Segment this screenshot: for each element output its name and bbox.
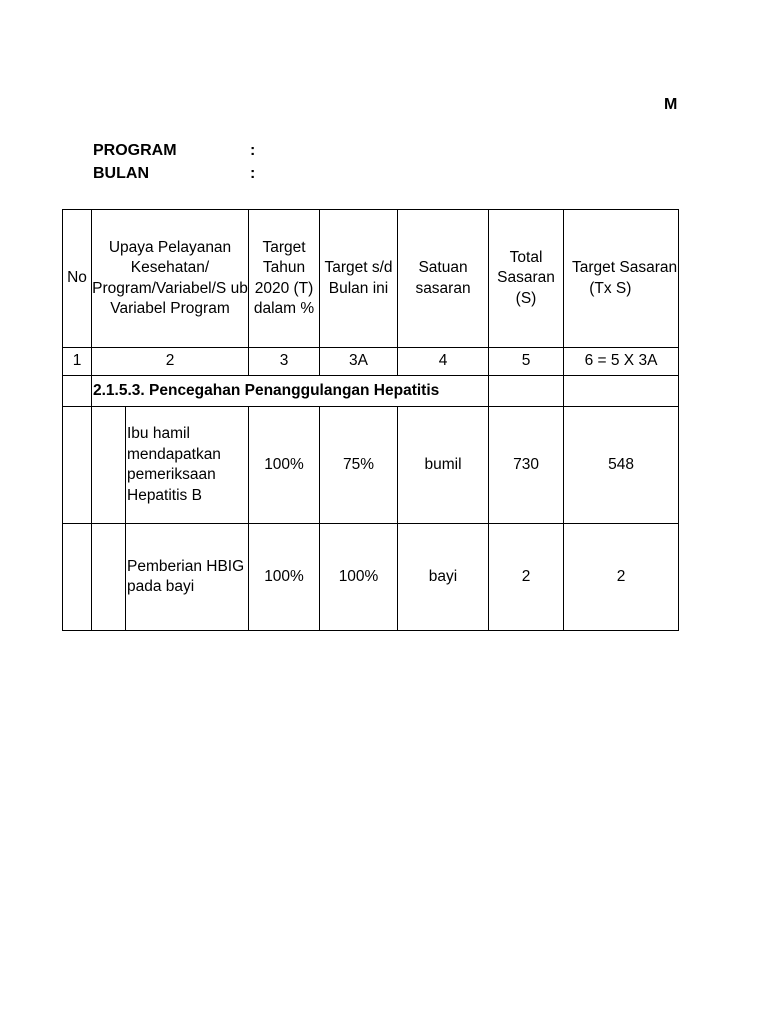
program-value: : [250,142,256,159]
row-total: 730 [489,407,564,524]
row-no-cell [63,407,92,524]
header-satuan: Satuan sasaran [398,210,489,348]
column-number-row [63,348,679,376]
col-number: 2 [92,348,249,376]
section-empty-cell [489,376,564,407]
section-no-cell [63,376,92,407]
row-indent-cell [92,524,126,631]
col-number: 1 [63,348,92,376]
row-label: Ibu hamil mendapatkan pemeriksaan Hepatitis B [126,407,249,524]
row-target-bulan: 75% [320,407,398,524]
section-title: 2.1.5.3. Pencegahan Penanggulangan Hepatitis [92,376,489,407]
header-total: Total Sasaran (S) [489,210,564,348]
bulan-label: BULAN [93,165,149,182]
program-line [93,142,255,160]
row-satuan: bumil [398,407,489,524]
row-target-sasaran: 548 [564,407,679,524]
row-indent-cell [92,407,126,524]
row-target-tahun: 100% [249,524,320,631]
header-target-bulan: Target s/d Bulan ini [320,210,398,348]
table-row [63,524,679,631]
header-row [63,210,679,348]
row-no-cell [63,524,92,631]
program-label: PROGRAM [93,142,177,159]
bulan-value: : [250,165,256,182]
row-total: 2 [489,524,564,631]
target-table [62,209,679,631]
corner-letter: M [664,96,678,113]
col-number: 4 [398,348,489,376]
row-label: Pemberian HBIG pada bayi [126,524,249,631]
col-number: 5 [489,348,564,376]
row-target-sasaran: 2 [564,524,679,631]
header-no: No [63,210,92,348]
row-target-tahun: 100% [249,407,320,524]
col-number: 6 = 5 X 3A [564,348,679,376]
header-target-sasaran: Target Sasaran (Tx S) [564,210,679,348]
section-empty-cell [564,376,679,407]
row-target-bulan: 100% [320,524,398,631]
row-satuan: bayi [398,524,489,631]
table-row [63,407,679,524]
header-upaya: Upaya Pelayanan Kesehatan/ Program/Variabel/S ub Variabel Program [92,210,249,348]
col-number: 3A [320,348,398,376]
section-row [63,376,679,407]
header-target-tahun: Target Tahun 2020 (T) dalam % [249,210,320,348]
bulan-line [93,165,255,183]
col-number: 3 [249,348,320,376]
